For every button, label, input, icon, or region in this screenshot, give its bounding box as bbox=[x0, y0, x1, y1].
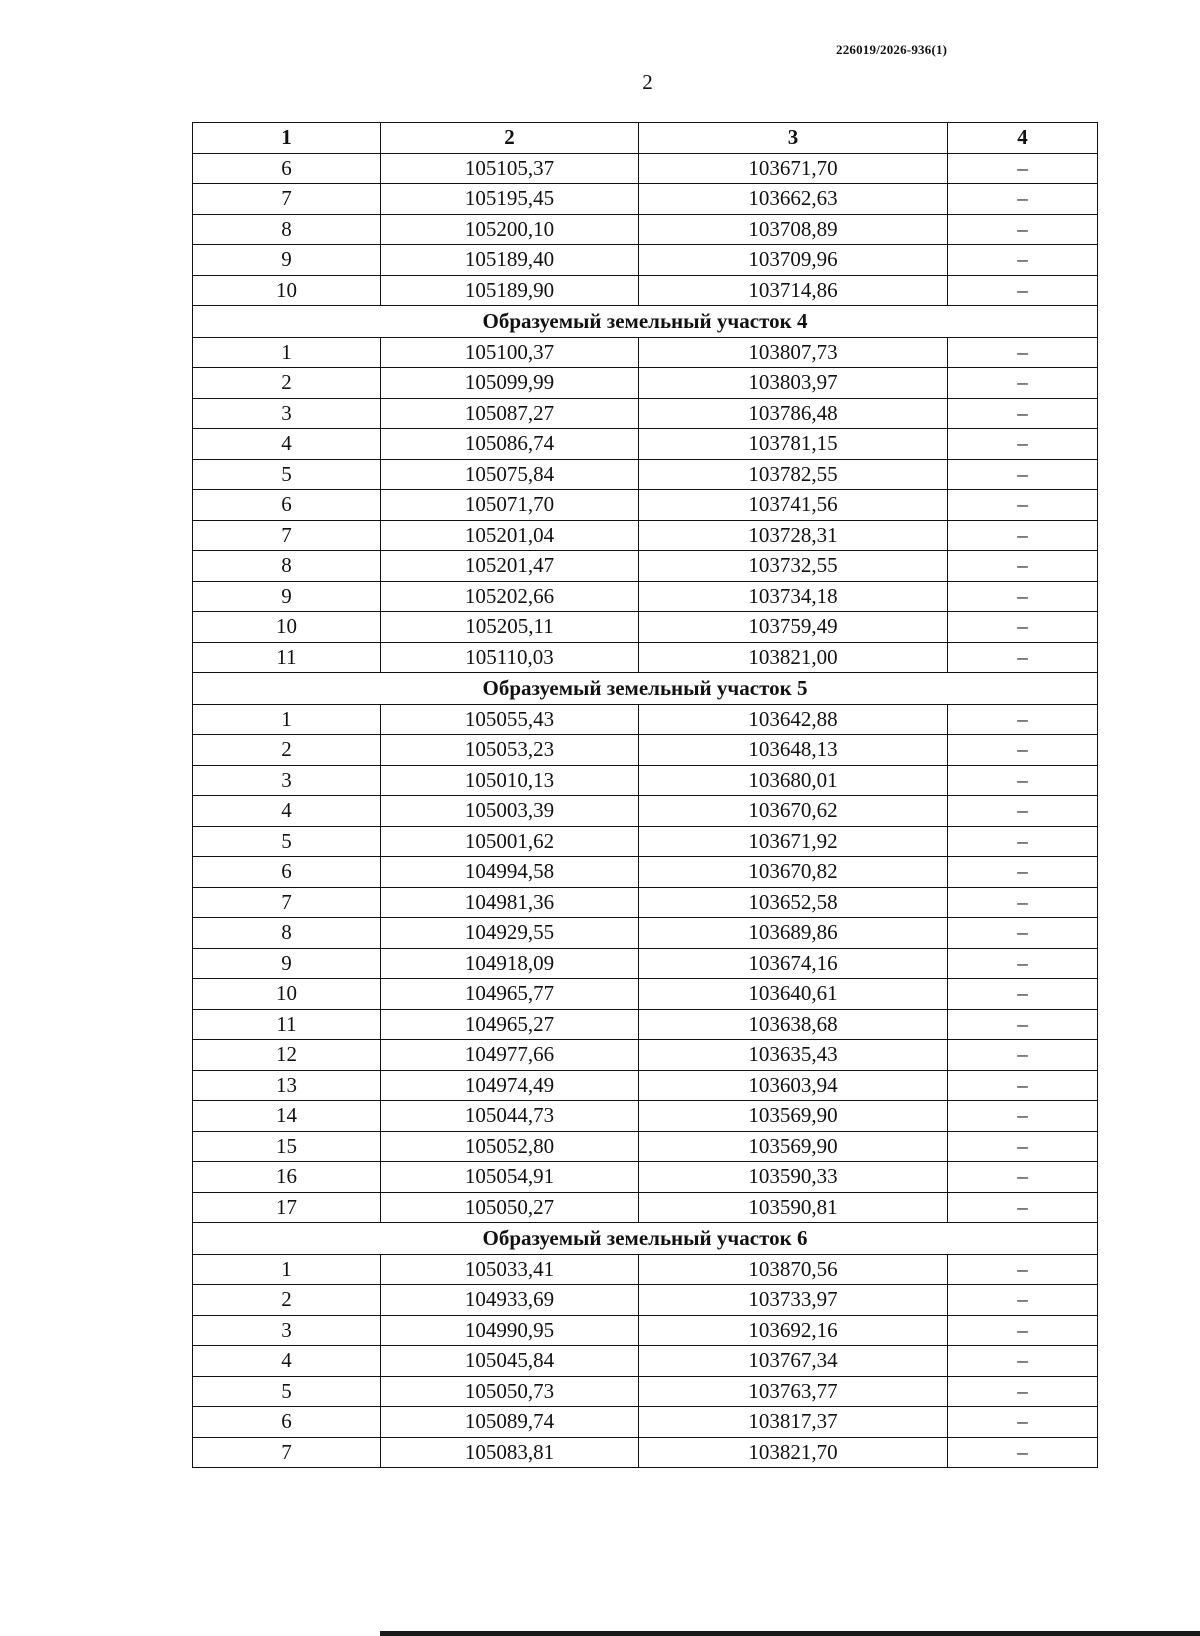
note-cell: – bbox=[948, 214, 1098, 245]
table-row bbox=[193, 1009, 1098, 1040]
scan-edge-line bbox=[380, 1631, 1200, 1636]
x-coordinate-cell: 105189,90 bbox=[381, 275, 639, 306]
note-cell: – bbox=[948, 368, 1098, 399]
table-row bbox=[193, 1101, 1098, 1132]
y-coordinate-cell: 103767,34 bbox=[639, 1346, 948, 1377]
point-number-cell: 6 bbox=[193, 490, 381, 521]
point-number-cell: 2 bbox=[193, 1285, 381, 1316]
y-coordinate-cell: 103759,49 bbox=[639, 612, 948, 643]
point-number-cell: 9 bbox=[193, 245, 381, 276]
y-coordinate-cell: 103821,70 bbox=[639, 1437, 948, 1468]
y-coordinate-cell: 103670,62 bbox=[639, 796, 948, 827]
y-coordinate-cell: 103732,55 bbox=[639, 551, 948, 582]
x-coordinate-cell: 105045,84 bbox=[381, 1346, 639, 1377]
x-coordinate-cell: 105089,74 bbox=[381, 1407, 639, 1438]
x-coordinate-cell: 105110,03 bbox=[381, 642, 639, 673]
section-row bbox=[193, 673, 1098, 705]
point-number-cell: 14 bbox=[193, 1101, 381, 1132]
column-header: 2 bbox=[381, 123, 639, 154]
table-row bbox=[193, 459, 1098, 490]
table-row bbox=[193, 704, 1098, 735]
column-header: 3 bbox=[639, 123, 948, 154]
table-row bbox=[193, 1376, 1098, 1407]
note-cell: – bbox=[948, 1376, 1098, 1407]
point-number-cell: 8 bbox=[193, 214, 381, 245]
x-coordinate-cell: 105044,73 bbox=[381, 1101, 639, 1132]
note-cell: – bbox=[948, 765, 1098, 796]
y-coordinate-cell: 103803,97 bbox=[639, 368, 948, 399]
x-coordinate-cell: 105001,62 bbox=[381, 826, 639, 857]
y-coordinate-cell: 103603,94 bbox=[639, 1070, 948, 1101]
point-number-cell: 7 bbox=[193, 184, 381, 215]
table-row bbox=[193, 1070, 1098, 1101]
point-number-cell: 3 bbox=[193, 765, 381, 796]
note-cell: – bbox=[948, 1437, 1098, 1468]
y-coordinate-cell: 103635,43 bbox=[639, 1040, 948, 1071]
note-cell: – bbox=[948, 1009, 1098, 1040]
note-cell: – bbox=[948, 184, 1098, 215]
y-coordinate-cell: 103590,81 bbox=[639, 1192, 948, 1223]
point-number-cell: 7 bbox=[193, 887, 381, 918]
x-coordinate-cell: 105052,80 bbox=[381, 1131, 639, 1162]
y-coordinate-cell: 103733,97 bbox=[639, 1285, 948, 1316]
table-row bbox=[193, 398, 1098, 429]
x-coordinate-cell: 105033,41 bbox=[381, 1254, 639, 1285]
note-cell: – bbox=[948, 1040, 1098, 1071]
note-cell: – bbox=[948, 337, 1098, 368]
table-row bbox=[193, 275, 1098, 306]
note-cell: – bbox=[948, 459, 1098, 490]
y-coordinate-cell: 103714,86 bbox=[639, 275, 948, 306]
point-number-cell: 5 bbox=[193, 1376, 381, 1407]
note-cell: – bbox=[948, 735, 1098, 766]
x-coordinate-cell: 105100,37 bbox=[381, 337, 639, 368]
note-cell: – bbox=[948, 153, 1098, 184]
column-header: 4 bbox=[948, 123, 1098, 154]
table-row bbox=[193, 1315, 1098, 1346]
x-coordinate-cell: 104990,95 bbox=[381, 1315, 639, 1346]
y-coordinate-cell: 103786,48 bbox=[639, 398, 948, 429]
point-number-cell: 9 bbox=[193, 948, 381, 979]
coordinates-table bbox=[192, 122, 1098, 1468]
y-coordinate-cell: 103674,16 bbox=[639, 948, 948, 979]
point-number-cell: 2 bbox=[193, 735, 381, 766]
x-coordinate-cell: 105075,84 bbox=[381, 459, 639, 490]
point-number-cell: 5 bbox=[193, 826, 381, 857]
note-cell: – bbox=[948, 1315, 1098, 1346]
note-cell: – bbox=[948, 429, 1098, 460]
table-row bbox=[193, 948, 1098, 979]
point-number-cell: 4 bbox=[193, 1346, 381, 1377]
y-coordinate-cell: 103763,77 bbox=[639, 1376, 948, 1407]
note-cell: – bbox=[948, 551, 1098, 582]
x-coordinate-cell: 105201,47 bbox=[381, 551, 639, 582]
x-coordinate-cell: 104977,66 bbox=[381, 1040, 639, 1071]
table-row bbox=[193, 887, 1098, 918]
point-number-cell: 7 bbox=[193, 1437, 381, 1468]
table-row bbox=[193, 1162, 1098, 1193]
x-coordinate-cell: 105105,37 bbox=[381, 153, 639, 184]
x-coordinate-cell: 105086,74 bbox=[381, 429, 639, 460]
point-number-cell: 1 bbox=[193, 704, 381, 735]
point-number-cell: 1 bbox=[193, 1254, 381, 1285]
note-cell: – bbox=[948, 887, 1098, 918]
section-title: Образуемый земельный участок 5 bbox=[193, 673, 1098, 705]
y-coordinate-cell: 103692,16 bbox=[639, 1315, 948, 1346]
x-coordinate-cell: 104933,69 bbox=[381, 1285, 639, 1316]
y-coordinate-cell: 103652,58 bbox=[639, 887, 948, 918]
note-cell: – bbox=[948, 275, 1098, 306]
point-number-cell: 11 bbox=[193, 1009, 381, 1040]
y-coordinate-cell: 103728,31 bbox=[639, 520, 948, 551]
table-row bbox=[193, 826, 1098, 857]
table-body bbox=[193, 153, 1098, 1468]
x-coordinate-cell: 105050,27 bbox=[381, 1192, 639, 1223]
table-row bbox=[193, 581, 1098, 612]
x-coordinate-cell: 105054,91 bbox=[381, 1162, 639, 1193]
x-coordinate-cell: 105071,70 bbox=[381, 490, 639, 521]
y-coordinate-cell: 103781,15 bbox=[639, 429, 948, 460]
note-cell: – bbox=[948, 979, 1098, 1010]
point-number-cell: 5 bbox=[193, 459, 381, 490]
point-number-cell: 6 bbox=[193, 1407, 381, 1438]
y-coordinate-cell: 103640,61 bbox=[639, 979, 948, 1010]
x-coordinate-cell: 104918,09 bbox=[381, 948, 639, 979]
point-number-cell: 6 bbox=[193, 857, 381, 888]
y-coordinate-cell: 103870,56 bbox=[639, 1254, 948, 1285]
y-coordinate-cell: 103807,73 bbox=[639, 337, 948, 368]
section-row bbox=[193, 1223, 1098, 1255]
point-number-cell: 6 bbox=[193, 153, 381, 184]
table-row bbox=[193, 337, 1098, 368]
x-coordinate-cell: 105189,40 bbox=[381, 245, 639, 276]
note-cell: – bbox=[948, 796, 1098, 827]
y-coordinate-cell: 103569,90 bbox=[639, 1131, 948, 1162]
table-row bbox=[193, 1040, 1098, 1071]
note-cell: – bbox=[948, 1192, 1098, 1223]
x-coordinate-cell: 104974,49 bbox=[381, 1070, 639, 1101]
x-coordinate-cell: 105083,81 bbox=[381, 1437, 639, 1468]
table-row bbox=[193, 245, 1098, 276]
table-row bbox=[193, 490, 1098, 521]
y-coordinate-cell: 103782,55 bbox=[639, 459, 948, 490]
x-coordinate-cell: 104965,27 bbox=[381, 1009, 639, 1040]
point-number-cell: 11 bbox=[193, 642, 381, 673]
x-coordinate-cell: 104994,58 bbox=[381, 857, 639, 888]
y-coordinate-cell: 103734,18 bbox=[639, 581, 948, 612]
note-cell: – bbox=[948, 245, 1098, 276]
point-number-cell: 17 bbox=[193, 1192, 381, 1223]
document-id: 226019/2026-936(1) bbox=[836, 42, 948, 57]
point-number-cell: 1 bbox=[193, 337, 381, 368]
note-cell: – bbox=[948, 918, 1098, 949]
table-row bbox=[193, 1407, 1098, 1438]
table-row bbox=[193, 1192, 1098, 1223]
x-coordinate-cell: 105053,23 bbox=[381, 735, 639, 766]
x-coordinate-cell: 105010,13 bbox=[381, 765, 639, 796]
note-cell: – bbox=[948, 1101, 1098, 1132]
y-coordinate-cell: 103680,01 bbox=[639, 765, 948, 796]
x-coordinate-cell: 104981,36 bbox=[381, 887, 639, 918]
y-coordinate-cell: 103569,90 bbox=[639, 1101, 948, 1132]
note-cell: – bbox=[948, 642, 1098, 673]
table-row bbox=[193, 184, 1098, 215]
note-cell: – bbox=[948, 612, 1098, 643]
table-row bbox=[193, 214, 1098, 245]
point-number-cell: 12 bbox=[193, 1040, 381, 1071]
x-coordinate-cell: 105201,04 bbox=[381, 520, 639, 551]
x-coordinate-cell: 105099,99 bbox=[381, 368, 639, 399]
x-coordinate-cell: 105202,66 bbox=[381, 581, 639, 612]
table-header bbox=[193, 123, 1098, 154]
note-cell: – bbox=[948, 857, 1098, 888]
table-row bbox=[193, 520, 1098, 551]
y-coordinate-cell: 103708,89 bbox=[639, 214, 948, 245]
note-cell: – bbox=[948, 948, 1098, 979]
x-coordinate-cell: 104929,55 bbox=[381, 918, 639, 949]
y-coordinate-cell: 103741,56 bbox=[639, 490, 948, 521]
point-number-cell: 13 bbox=[193, 1070, 381, 1101]
note-cell: – bbox=[948, 581, 1098, 612]
note-cell: – bbox=[948, 490, 1098, 521]
point-number-cell: 7 bbox=[193, 520, 381, 551]
x-coordinate-cell: 105087,27 bbox=[381, 398, 639, 429]
x-coordinate-cell: 105195,45 bbox=[381, 184, 639, 215]
table-row bbox=[193, 735, 1098, 766]
y-coordinate-cell: 103642,88 bbox=[639, 704, 948, 735]
y-coordinate-cell: 103638,68 bbox=[639, 1009, 948, 1040]
point-number-cell: 8 bbox=[193, 551, 381, 582]
x-coordinate-cell: 105055,43 bbox=[381, 704, 639, 735]
note-cell: – bbox=[948, 1254, 1098, 1285]
table-row bbox=[193, 1254, 1098, 1285]
y-coordinate-cell: 103648,13 bbox=[639, 735, 948, 766]
point-number-cell: 16 bbox=[193, 1162, 381, 1193]
table-row bbox=[193, 612, 1098, 643]
note-cell: – bbox=[948, 520, 1098, 551]
point-number-cell: 4 bbox=[193, 796, 381, 827]
header-row bbox=[193, 123, 1098, 154]
table-row bbox=[193, 1346, 1098, 1377]
y-coordinate-cell: 103671,92 bbox=[639, 826, 948, 857]
table-row bbox=[193, 153, 1098, 184]
point-number-cell: 3 bbox=[193, 1315, 381, 1346]
table-row bbox=[193, 918, 1098, 949]
x-coordinate-cell: 105003,39 bbox=[381, 796, 639, 827]
y-coordinate-cell: 103689,86 bbox=[639, 918, 948, 949]
table-row bbox=[193, 765, 1098, 796]
x-coordinate-cell: 105050,73 bbox=[381, 1376, 639, 1407]
note-cell: – bbox=[948, 826, 1098, 857]
point-number-cell: 10 bbox=[193, 612, 381, 643]
point-number-cell: 8 bbox=[193, 918, 381, 949]
note-cell: – bbox=[948, 1346, 1098, 1377]
y-coordinate-cell: 103709,96 bbox=[639, 245, 948, 276]
y-coordinate-cell: 103817,37 bbox=[639, 1407, 948, 1438]
table-row bbox=[193, 1437, 1098, 1468]
table-row bbox=[193, 1285, 1098, 1316]
table-row bbox=[193, 429, 1098, 460]
table-row bbox=[193, 368, 1098, 399]
point-number-cell: 15 bbox=[193, 1131, 381, 1162]
point-number-cell: 10 bbox=[193, 979, 381, 1010]
section-row bbox=[193, 306, 1098, 338]
x-coordinate-cell: 105205,11 bbox=[381, 612, 639, 643]
x-coordinate-cell: 104965,77 bbox=[381, 979, 639, 1010]
point-number-cell: 2 bbox=[193, 368, 381, 399]
table-row bbox=[193, 979, 1098, 1010]
y-coordinate-cell: 103670,82 bbox=[639, 857, 948, 888]
section-title: Образуемый земельный участок 6 bbox=[193, 1223, 1098, 1255]
x-coordinate-cell: 105200,10 bbox=[381, 214, 639, 245]
table-row bbox=[193, 1131, 1098, 1162]
point-number-cell: 3 bbox=[193, 398, 381, 429]
table-row bbox=[193, 857, 1098, 888]
y-coordinate-cell: 103821,00 bbox=[639, 642, 948, 673]
table-row bbox=[193, 551, 1098, 582]
note-cell: – bbox=[948, 1162, 1098, 1193]
y-coordinate-cell: 103671,70 bbox=[639, 153, 948, 184]
section-title: Образуемый земельный участок 4 bbox=[193, 306, 1098, 338]
point-number-cell: 4 bbox=[193, 429, 381, 460]
note-cell: – bbox=[948, 398, 1098, 429]
point-number-cell: 9 bbox=[193, 581, 381, 612]
page-number: 2 bbox=[642, 70, 653, 94]
point-number-cell: 10 bbox=[193, 275, 381, 306]
note-cell: – bbox=[948, 704, 1098, 735]
table-row bbox=[193, 642, 1098, 673]
column-header: 1 bbox=[193, 123, 381, 154]
note-cell: – bbox=[948, 1070, 1098, 1101]
note-cell: – bbox=[948, 1407, 1098, 1438]
y-coordinate-cell: 103662,63 bbox=[639, 184, 948, 215]
y-coordinate-cell: 103590,33 bbox=[639, 1162, 948, 1193]
note-cell: – bbox=[948, 1131, 1098, 1162]
table-row bbox=[193, 796, 1098, 827]
note-cell: – bbox=[948, 1285, 1098, 1316]
